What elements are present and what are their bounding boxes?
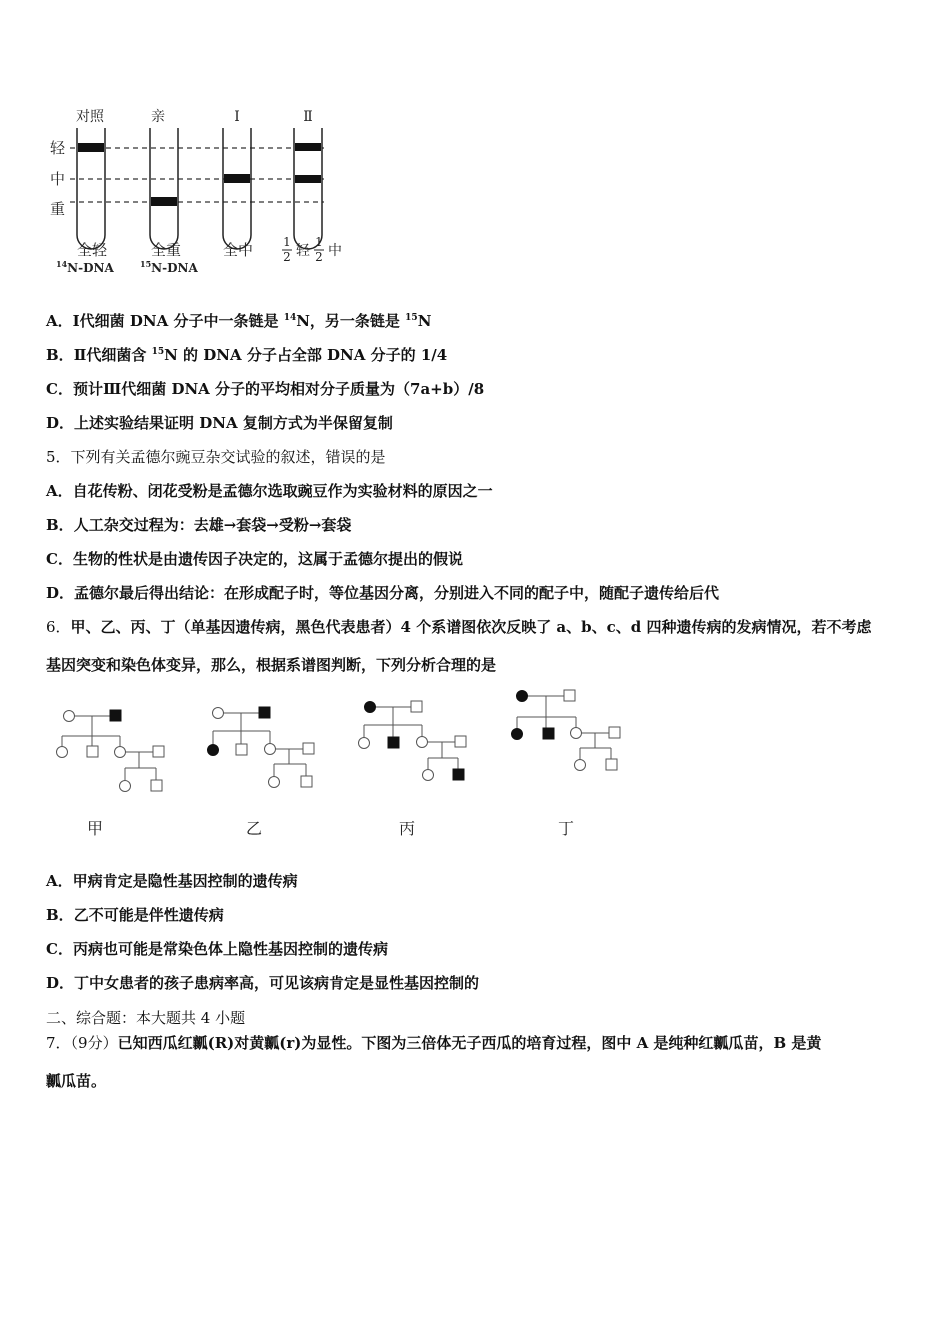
pedigree-figure <box>46 682 646 847</box>
band-parent-heavy <box>151 197 177 206</box>
q7-line2: 瓤瓜苗。 <box>46 1072 107 1090</box>
row-label-middle: 中 <box>50 170 66 188</box>
label-14n-dna: $^{14}$N-DNA <box>56 259 114 275</box>
tube-parent <box>150 128 178 249</box>
pedigree-label-bing: 丙 <box>398 819 416 838</box>
svg-text:1: 1 <box>283 235 291 249</box>
q6-option-d: D．丁中女患者的孩子患病率高，可见该病肯定是显性基因控制的 <box>46 974 480 992</box>
q4-option-b: B．Ⅱ代细菌含 $^{15}$N 的 DNA 分子占全部 DNA 分子的 1/4 <box>46 346 448 364</box>
q5-stem: 5．下列有关孟德尔豌豆杂交试验的叙述，错误的是 <box>46 448 386 466</box>
pedigree-bing <box>359 701 467 781</box>
column-label-parent: 亲 <box>151 109 165 125</box>
label-all-heavy: 全重 <box>150 241 182 259</box>
tube-gen1 <box>223 128 251 249</box>
label-all-light: 全轻 <box>76 241 108 259</box>
svg-text:2: 2 <box>315 250 323 264</box>
q5-option-a: A．自花传粉、闭花受粉是孟德尔选取豌豆作为实验材料的原因之一 <box>46 482 493 500</box>
svg-text:轻: 轻 <box>296 243 310 259</box>
q6-stem-line2: 基因突变和染色体变异，那么，根据系谱图判断，下列分析合理的是 <box>46 656 497 674</box>
label-half-light-half-middle <box>282 235 342 264</box>
q4-option-a: A．Ⅰ代细菌 DNA 分子中一条链是 $^{14}$N，另一条链是 $^{15}$N <box>46 312 432 330</box>
pedigree-jia <box>57 710 165 792</box>
q5-option-d: D．孟德尔最后得出结论：在形成配子时，等位基因分离，分别进入不同的配子中，随配子遗传给后代 <box>46 584 720 602</box>
q6-option-a: A．甲病肯定是隐性基因控制的遗传病 <box>46 872 298 890</box>
q7-line1: 7．（9分）已知西瓜红瓤(R)对黄瓤(r)为显性。下图为三倍体无子西瓜的培育过程，图中 A 是纯种红瓤瓜苗，B 是黄 <box>46 1034 822 1052</box>
q5-option-c: C．生物的性状是由遗传因子决定的，这属于孟德尔提出的假说 <box>46 550 463 568</box>
q4-option-d: D．上述实验结果证明 DNA 复制方式为半保留复制 <box>46 414 393 432</box>
row-label-heavy: 重 <box>50 200 66 218</box>
column-label-control: 对照 <box>76 109 104 125</box>
q6-stem-line1: 6．甲、乙、丙、丁（单基因遗传病，黑色代表患者）4 个系谱图依次反映了 a、b、c、d 四种遗传病的发病情况，若不考虑 <box>46 618 872 636</box>
pedigree-label-jia: 甲 <box>86 819 104 838</box>
band-gen2-middle <box>295 175 321 183</box>
pedigree-label-yi: 乙 <box>245 819 263 838</box>
dna-centrifuge-figure <box>46 100 356 280</box>
pedigree-label-ding: 丁 <box>557 819 575 838</box>
q5-option-b: B．人工杂交过程为：去雄→套袋→受粉→套袋 <box>46 516 352 534</box>
svg-text:1: 1 <box>315 235 323 249</box>
pedigree-yi <box>208 707 315 788</box>
q4-option-c: C．预计Ⅲ代细菌 DNA 分子的平均相对分子质量为（7a+b）/8 <box>46 380 485 398</box>
band-gen2-light <box>295 143 321 151</box>
section-2-title: 二、综合题：本大题共 4 小题 <box>46 1009 246 1027</box>
band-gen1-middle <box>224 174 250 183</box>
column-label-gen1: Ⅰ <box>234 109 240 125</box>
q6-option-b: B．乙不可能是伴性遗传病 <box>46 906 224 924</box>
svg-text:中: 中 <box>328 243 342 259</box>
svg-text:2: 2 <box>283 250 291 264</box>
label-all-middle: 全中 <box>222 241 254 259</box>
q6-option-c: C．丙病也可能是常染色体上隐性基因控制的遗传病 <box>46 940 388 958</box>
label-15n-dna: $^{15}$N-DNA <box>140 259 198 275</box>
band-control-light <box>78 143 104 152</box>
pedigree-ding <box>512 690 621 771</box>
column-label-gen2: Ⅱ <box>303 109 313 125</box>
row-label-light: 轻 <box>50 139 66 157</box>
